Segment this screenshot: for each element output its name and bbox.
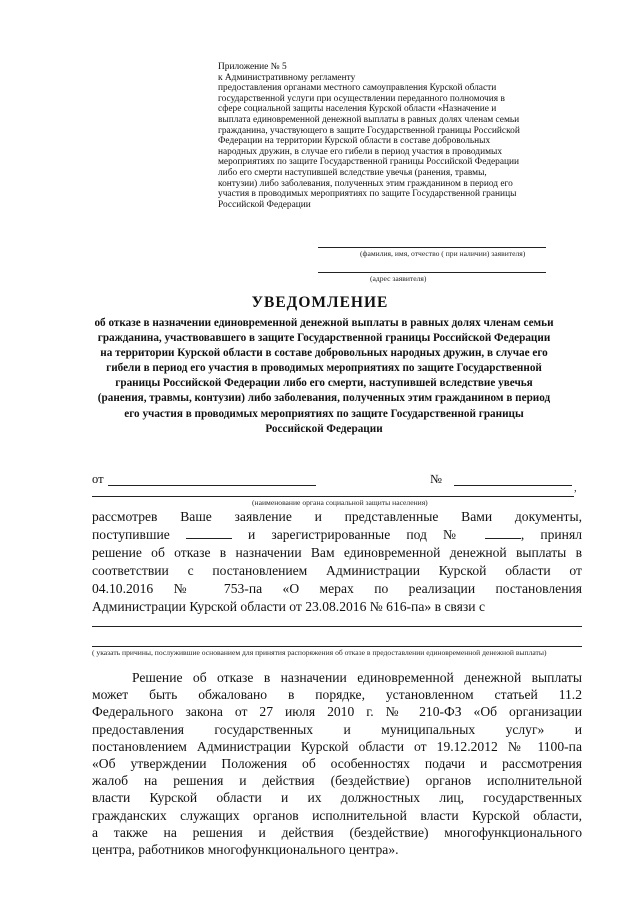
annex-line: мероприятиях по защите Государственной границы Российской Федерации <box>218 157 520 168</box>
annex-block <box>218 62 576 210</box>
text-line: решение об отказе в назначении Вам единовременной денежной выплаты в <box>92 545 582 560</box>
annex-line: участия в проводимых мероприятиях по защите Государственной границы <box>218 189 517 200</box>
annex-line: гражданина, участвующего в защите Государственной границы Российской <box>218 125 520 136</box>
text-line: власти Курской области и их должностных лиц, государственных <box>92 790 582 806</box>
authority-caption: (наименование органа социальной защиты населения) <box>252 498 428 507</box>
applicant-name-caption: (фамилия, имя, отчество ( при наличии) заявителя) <box>360 249 526 258</box>
reason-field-line[interactable] <box>92 626 582 627</box>
annex-line: государственной услуги при осуществлении переданного полномочия в <box>218 93 505 104</box>
annex-line: выплата единовременной денежной выплаты в равных долях членам семьи <box>218 114 520 125</box>
annex-line: Федерации на территории Курской области в составе добровольных <box>218 136 491 147</box>
authority-name-line[interactable] <box>92 496 574 497</box>
annex-number: Приложение № 5 <box>218 62 287 72</box>
reason-caption: ( указать причины, послужившие основанием для принятия распоряжения об отказе в предоставлении единовременной денежной выплаты) <box>92 648 547 657</box>
text-line: гражданских служащих органов исполнительной власти Курской области, <box>92 807 582 823</box>
authority-comma: , <box>574 482 577 494</box>
text-line: 04.10.2016 № 753-па «О мерах по реализации постановления <box>92 581 582 596</box>
text-line: постановлением Администрации Курской области от 19.12.2012 № 1100-па <box>92 738 582 754</box>
applicant-name-line[interactable] <box>318 247 546 248</box>
reason-field-line-2[interactable] <box>92 646 582 647</box>
annex-line: к Административному регламенту <box>218 72 356 83</box>
text-line: рассмотрев Ваше заявление и представленные Вами документы, <box>92 509 582 524</box>
text-line: может быть обжаловано в порядке, установленном статьей 11.2 <box>92 687 582 703</box>
number-field-line[interactable] <box>454 485 572 486</box>
text-line: Федерального закона от 27 июля 2010 г. № 210-ФЗ «Об организации <box>92 704 582 720</box>
decision-paragraph <box>92 508 582 616</box>
annex-line: сфере социальной защиты населения Курской области «Назначение и <box>218 104 497 115</box>
annex-line: народных дружин, в случае его гибели в период участия в проводимых <box>218 146 503 157</box>
applicant-address-line[interactable] <box>318 272 546 273</box>
annex-line: либо его смерти наступившей вследствие увечья (ранения, травмы, <box>218 167 487 178</box>
number-label: № <box>430 472 442 486</box>
text-line: Решение об отказе в назначении единовременной денежной выплаты <box>132 670 582 685</box>
blank-field[interactable] <box>485 527 521 539</box>
text-line: а также на решения и действия (бездействие) многофункционального <box>92 824 582 840</box>
text-line: «Об утверждении Положения об особенностях подачи и рассмотрения <box>92 756 582 772</box>
date-field-line[interactable] <box>108 485 316 486</box>
from-label: от <box>92 472 104 486</box>
annex-line: предоставления органами местного самоуправления Курской области <box>218 83 497 94</box>
applicant-address-caption: (адрес заявителя) <box>370 274 427 283</box>
text-line: центра, работников многофункционального центра». <box>92 842 399 858</box>
text-line: поступившие и зарегистрированные под № , принял <box>92 527 582 542</box>
text-line: жалоб на решения и действия (бездействие) органов исполнительной <box>92 773 582 789</box>
appeal-paragraph <box>92 669 582 858</box>
text-line: Администрации Курской области от 23.08.2016 № 616-па» в связи с <box>92 599 485 614</box>
annex-line: Российской Федерации <box>218 199 311 210</box>
document-subtitle: об отказе в назначении единовременной денежной выплаты в равных долях членам семьи гражданина, участвовавшего в защите Государственной границы Российской Федерации на территории Курской области в составе добровольных народных дружин, в случае его гибели в период его участия в проводимых мероприятиях по защите Государственной границы Российской Федерации либо его смерти, наступившей вследствие увечья (ранения, травмы, контузии) либо заболевания, полученных этим гражданином в период его участия в проводимых мероприятиях по защите Государственной границы Российской Федерации <box>94 317 554 435</box>
document-title: УВЕДОМЛЕНИЕ <box>251 294 389 311</box>
blank-field[interactable] <box>186 527 232 539</box>
annex-line: контузии) либо заболевания, полученных этим гражданином в период его <box>218 178 513 189</box>
text-line: соответствии с постановлением Администрации Курской области от <box>92 563 582 578</box>
from-number-row <box>92 472 582 488</box>
text-line: предоставления государственных и муниципальных услуг» и <box>92 721 582 737</box>
